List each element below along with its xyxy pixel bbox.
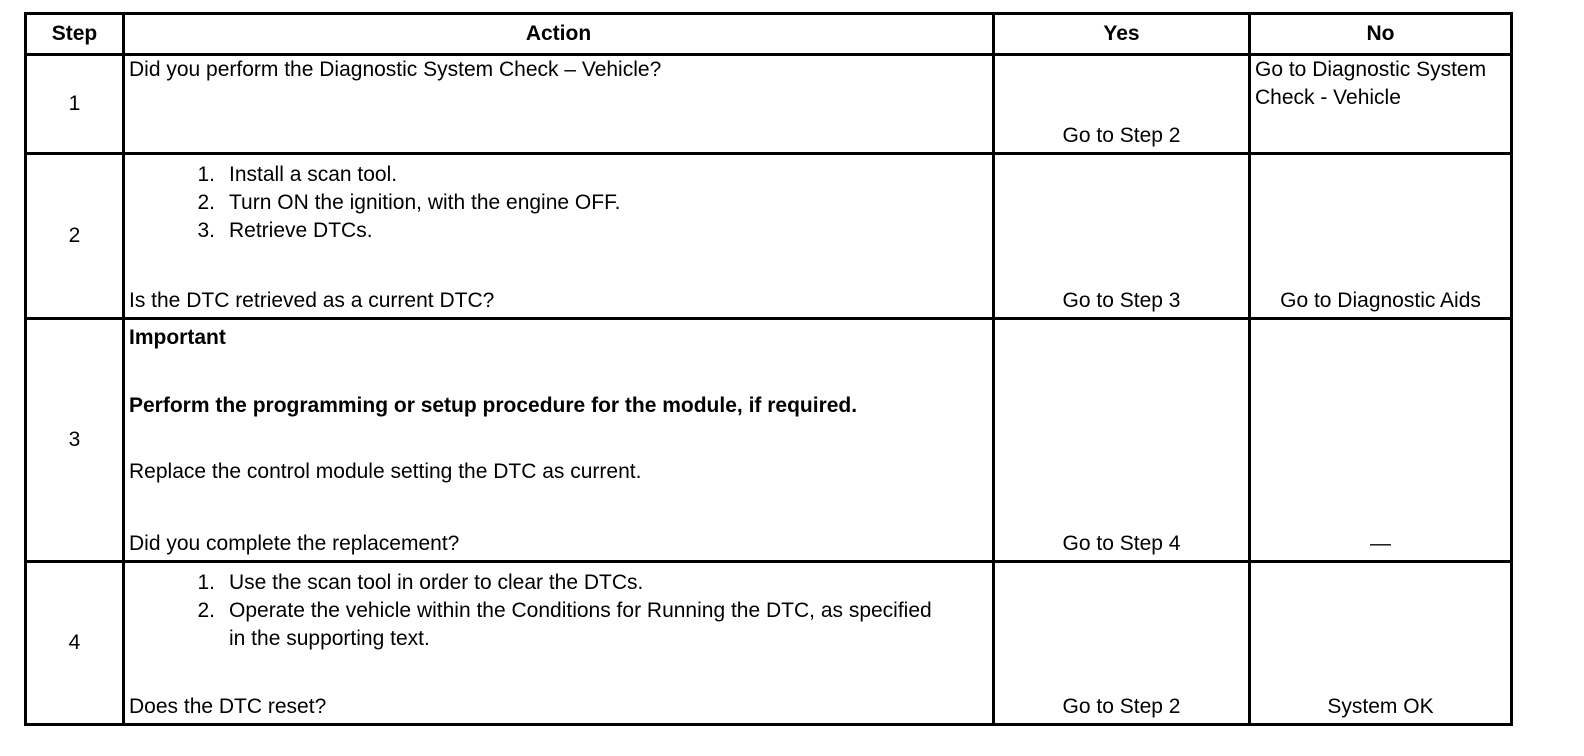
list-item [129,161,988,189]
list-item-text: Use the scan tool in order to clear the DTCs. [229,571,644,594]
list-item-number: 1. [197,571,215,594]
action-steps-list [129,161,988,245]
action-question: Did you perform the Diagnostic System Check – Vehicle? [129,58,662,81]
header-action: Action [124,14,994,55]
action-question: Did you complete the replacement? [129,532,460,555]
no-cell [1250,319,1512,562]
action-steps-list [129,569,988,653]
header-yes: Yes [994,14,1250,55]
list-item [129,569,988,597]
yes-cell [994,319,1250,562]
action-instruction: Replace the control module setting the DTC as current. [129,460,642,483]
no-cell [1250,154,1512,319]
list-item-text: Retrieve DTCs. [229,219,373,242]
diagnostic-steps-table [24,12,1513,726]
no-result: Go to Diagnostic System Check - Vehicle [1255,58,1487,109]
table-row [26,55,1512,154]
no-result: — [1370,532,1391,555]
no-result: System OK [1327,695,1434,718]
step-number: 1 [26,55,124,154]
table-row [26,319,1512,562]
yes-cell [994,154,1250,319]
yes-result: Go to Step 2 [1062,124,1181,147]
diagnostic-table-document [24,12,1510,726]
action-cell [124,562,994,725]
action-question: Is the DTC retrieved as a current DTC? [129,289,495,312]
yes-cell [994,55,1250,154]
step-number: 2 [26,154,124,319]
no-cell [1250,562,1512,725]
header-no: No [1250,14,1512,55]
list-item-text: Turn ON the ignition, with the engine OFF. [229,191,621,214]
list-item [129,597,988,653]
important-heading: Important [129,326,226,349]
list-item-number: 2. [197,191,215,214]
list-item [129,217,988,245]
list-item-number: 3. [197,219,215,242]
header-step: Step [26,14,124,55]
table-row [26,154,1512,319]
list-item-text: Install a scan tool. [229,163,398,186]
list-item-text: Operate the vehicle within the Conditions for Running the DTC, as specified in the supporting text. [229,599,932,650]
no-result: Go to Diagnostic Aids [1280,289,1481,312]
table-header-row [26,14,1512,55]
action-cell [124,154,994,319]
list-item-number: 1. [197,163,215,186]
action-question: Does the DTC reset? [129,695,327,718]
action-cell [124,55,994,154]
list-item-number: 2. [197,599,215,622]
yes-result: Go to Step 3 [1062,289,1181,312]
yes-cell [994,562,1250,725]
action-cell [124,319,994,562]
no-cell [1250,55,1512,154]
step-number: 3 [26,319,124,562]
table-row [26,562,1512,725]
yes-result: Go to Step 2 [1062,695,1181,718]
yes-result: Go to Step 4 [1062,532,1181,555]
step-number: 4 [26,562,124,725]
list-item [129,189,988,217]
important-note: Perform the programming or setup procedure for the module, if required. [129,394,858,417]
